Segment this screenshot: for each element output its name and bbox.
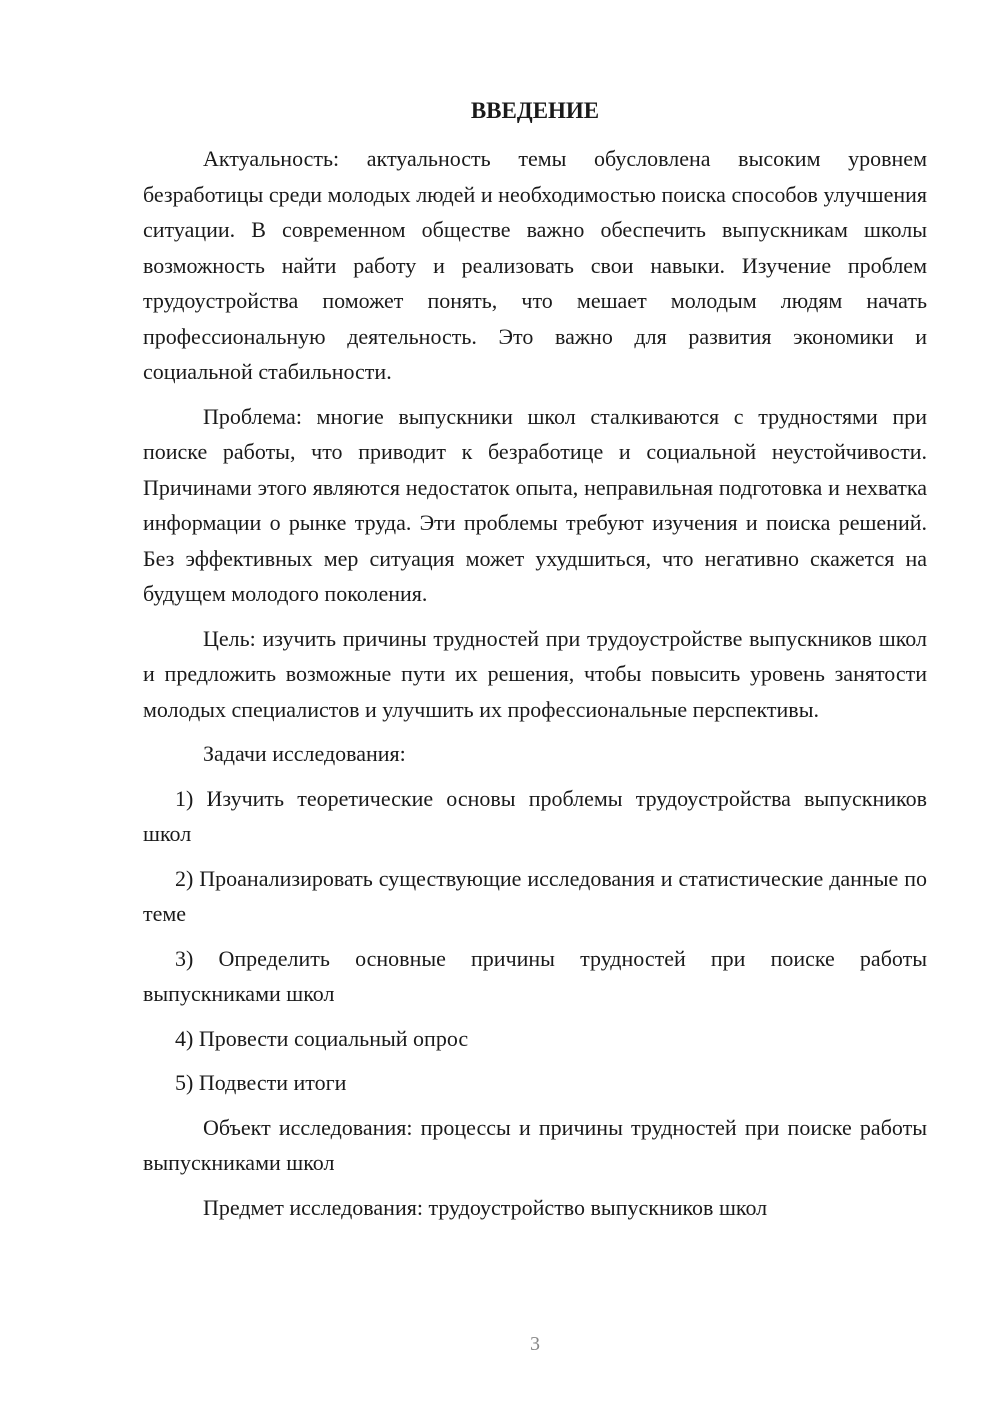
problem-paragraph: Проблема: многие выпускники школ сталкиваются с трудностями при поиске работы, что приводит к безработице и социальной неустойчивости. Причинами этого являются недостаток опыта, неправильная подготовка и нехватка информации о рынке труда. Эти проблемы требуют изучения и поиска решений. Без эффективных мер ситуация может ухудшиться, что негативно скажется на будущем молодого поколения.	[143, 403, 927, 606]
task-item: 2) Проанализировать существующие исследования и статистические данные по теме	[143, 865, 927, 926]
task-item: 4) Провести социальный опрос	[175, 1025, 469, 1051]
relevance-paragraph: Актуальность: актуальность темы обусловлена высоким уровнем безработицы среди молодых людей и необходимостью поиска способов улучшения ситуации. В современном обществе важно обеспечить выпускникам школы возможность найти работу и реализовать свои навыки. Изучение проблем трудоустройства поможет понять, что мешает молодым людям начать профессиональную деятельность. Это важно для развития экономики и социальной стабильности.	[143, 146, 927, 384]
task-item: 3) Определить основные причины трудностей при поиске работы выпускниками школ	[143, 945, 927, 1006]
tasks-title: Задачи исследования:	[203, 741, 406, 766]
object-paragraph: Объект исследования: процессы и причины трудностей при поиске работы выпускниками школ	[143, 1114, 927, 1175]
subject-paragraph: Предмет исследования: трудоустройство выпускников школ	[203, 1194, 768, 1220]
document-body	[143, 141, 927, 1225]
task-item: 1) Изучить теоретические основы проблемы трудоустройства выпускников школ	[143, 785, 927, 846]
page-title: ВВЕДЕНИЕ	[470, 98, 600, 123]
page-number: 3	[530, 1333, 540, 1355]
goal-paragraph: Цель: изучить причины трудностей при трудоустройстве выпускников школ и предложить возможные пути их решения, чтобы повысить уровень занятости молодых специалистов и улучшить их профессиональные перспективы.	[143, 625, 927, 722]
task-item: 5) Подвести итоги	[175, 1070, 347, 1095]
